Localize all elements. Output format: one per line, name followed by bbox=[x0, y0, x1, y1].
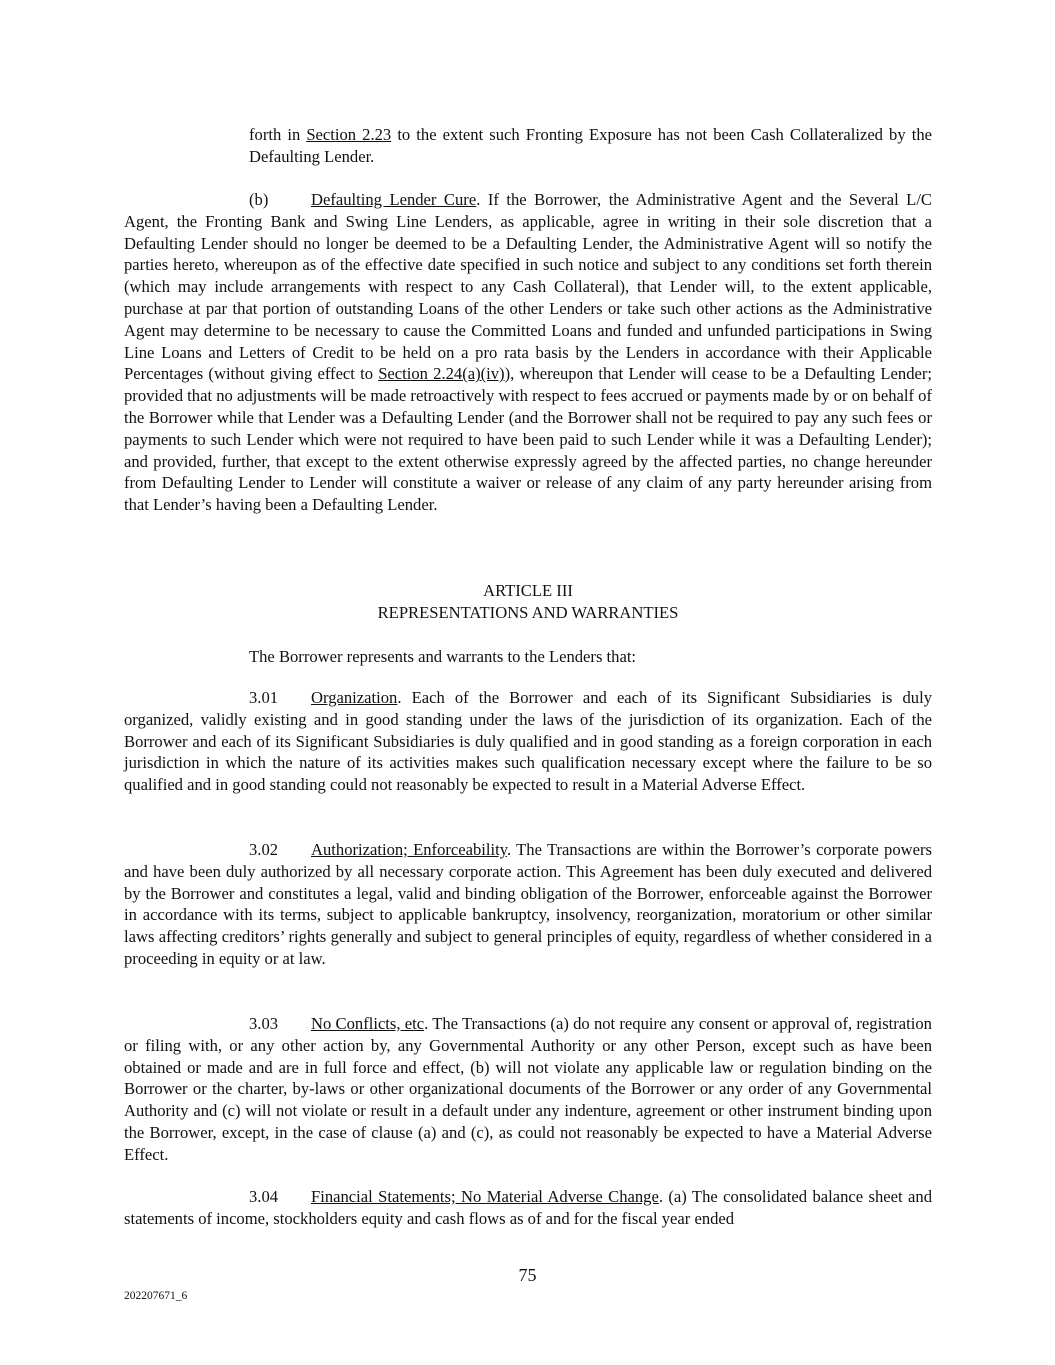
section-heading: Financial Statements; No Material Adverse Change bbox=[311, 1187, 659, 1206]
section-number: 3.02 bbox=[249, 840, 279, 859]
continuation-text: forth in bbox=[249, 125, 307, 144]
intro-sentence: The Borrower represents and warrants to the Lenders that: bbox=[249, 647, 637, 666]
section-heading: Authorization; Enforceability bbox=[311, 840, 507, 859]
section-number: 3.04 bbox=[249, 1187, 279, 1206]
section-heading: Organization bbox=[311, 688, 398, 707]
article-number: ARTICLE III bbox=[483, 581, 573, 600]
section-3-01 bbox=[124, 687, 932, 796]
section-text: . The Transactions are within the Borrower’s corporate powers and have been duly authorized by all necessary corporate action. This Agreement has been duly executed and delivered by the Borrower and constitutes a legal, valid and binding obligation of the Borrower, enforceable against the Borrower in accordance with its terms, subject to applicable bankruptcy, insolvency, reorganization, moratorium or other similar laws affecting creditors’ rights generally and subject to general principles of equity, regardless of whether considered in a proceeding in equity or at law. bbox=[124, 840, 932, 968]
section-3-02 bbox=[124, 839, 932, 970]
section-3-04 bbox=[124, 1186, 932, 1230]
paragraph-b-heading: Defaulting Lender Cure bbox=[311, 190, 477, 209]
paragraph-b-text: . If the Borrower, the Administrative Agent and the Several L/C Agent, the Fronting Bank and Swing Line Lenders, as applicable, agree in writing in their sole discretion that a Defaulting Lender should no longer be deemed to be a Defaulting Lender, the Administrative Agent will so notify the parties hereto, whereupon as of the effective date specified in such notice and subject to any conditions set forth therein (which may include arrangements with respect to any Cash Collateral), that Lender will, to the extent applicable, purchase at par that portion of outstanding Loans of the other Lenders or take such other actions as the Administrative Agent may determine to be necessary to cause the Committed Loans and funded and unfunded participations in Swing Line Loans and Letters of Credit to be held on a pro rata basis by the Lenders in accordance with their Applicable Percentages (without giving effect to bbox=[124, 190, 932, 384]
paragraph-b-text-end: ), whereupon that Lender will cease to be a Defaulting Lender; provided that no adjustments will be made retroactively with respect to fees accrued or payments made by or on behalf of the Borrower while that Lender was a Defaulting Lender (and the Borrower shall not be required to pay any such fees or payments to such Lender which were not required to have been paid to such Lender while it was a Defaulting Lender); and provided, further, that except to the extent otherwise expressly agreed by the affected parties, no change hereunder from Defaulting Lender to Lender will constitute a waiver or release of any claim of any party hereunder arising from that Lender’s having been a Defaulting Lender. bbox=[124, 364, 932, 515]
paragraph-b-label: (b) bbox=[249, 190, 269, 209]
document-id: 202207671_6 bbox=[124, 1290, 188, 1302]
section-2-24-reference: Section 2.24(a)(iv) bbox=[378, 364, 505, 384]
section-number: 3.01 bbox=[249, 688, 279, 707]
section-text: . The Transactions (a) do not require any consent or approval of, registration or filing with, or any other action by, any Governmental Authority or any other Person, except such as have been obtained or made and are in full force and effect, (b) will not violate any applicable law or regulation binding on the Borrower or the charter, by-laws or other organizational documents of the Borrower or any order of any Governmental Authority and (c) will not violate or result in a default under any indenture, agreement or other instrument binding upon the Borrower, except, in the case of clause (a) and (c), as could not reasonably be expected to have a Material Adverse Effect. bbox=[124, 1014, 932, 1164]
section-3-03 bbox=[124, 1013, 932, 1166]
continuation-paragraph bbox=[249, 124, 932, 168]
section-number: 3.03 bbox=[249, 1014, 279, 1033]
continuation-text-end: to the extent such Fronting Exposure has not been Cash Collateralized by the Defaulting Lender. bbox=[249, 125, 933, 166]
section-heading: No Conflicts, etc bbox=[311, 1014, 425, 1033]
page-number: 75 bbox=[518, 1265, 537, 1285]
section-2-23-reference: Section 2.23 bbox=[306, 125, 392, 144]
paragraph-b bbox=[124, 189, 932, 516]
article-title: REPRESENTATIONS AND WARRANTIES bbox=[377, 603, 679, 622]
section-text: . Each of the Borrower and each of its Significant Subsidiaries is duly organized, validly existing and in good standing under the laws of the jurisdiction of its organization. Each of the Borrower and each of its Significant Subsidiaries is duly qualified and in good standing as a foreign corporation in each jurisdiction in which the nature of its activities makes such qualification necessary except where the failure to be so qualified and in good standing could not reasonably be expected to result in a Material Adverse Effect. bbox=[124, 688, 932, 795]
section-text: . (a) The consolidated balance sheet and statements of income, stockholders equity and cash flows as of and for the fiscal year ended bbox=[124, 1187, 932, 1228]
